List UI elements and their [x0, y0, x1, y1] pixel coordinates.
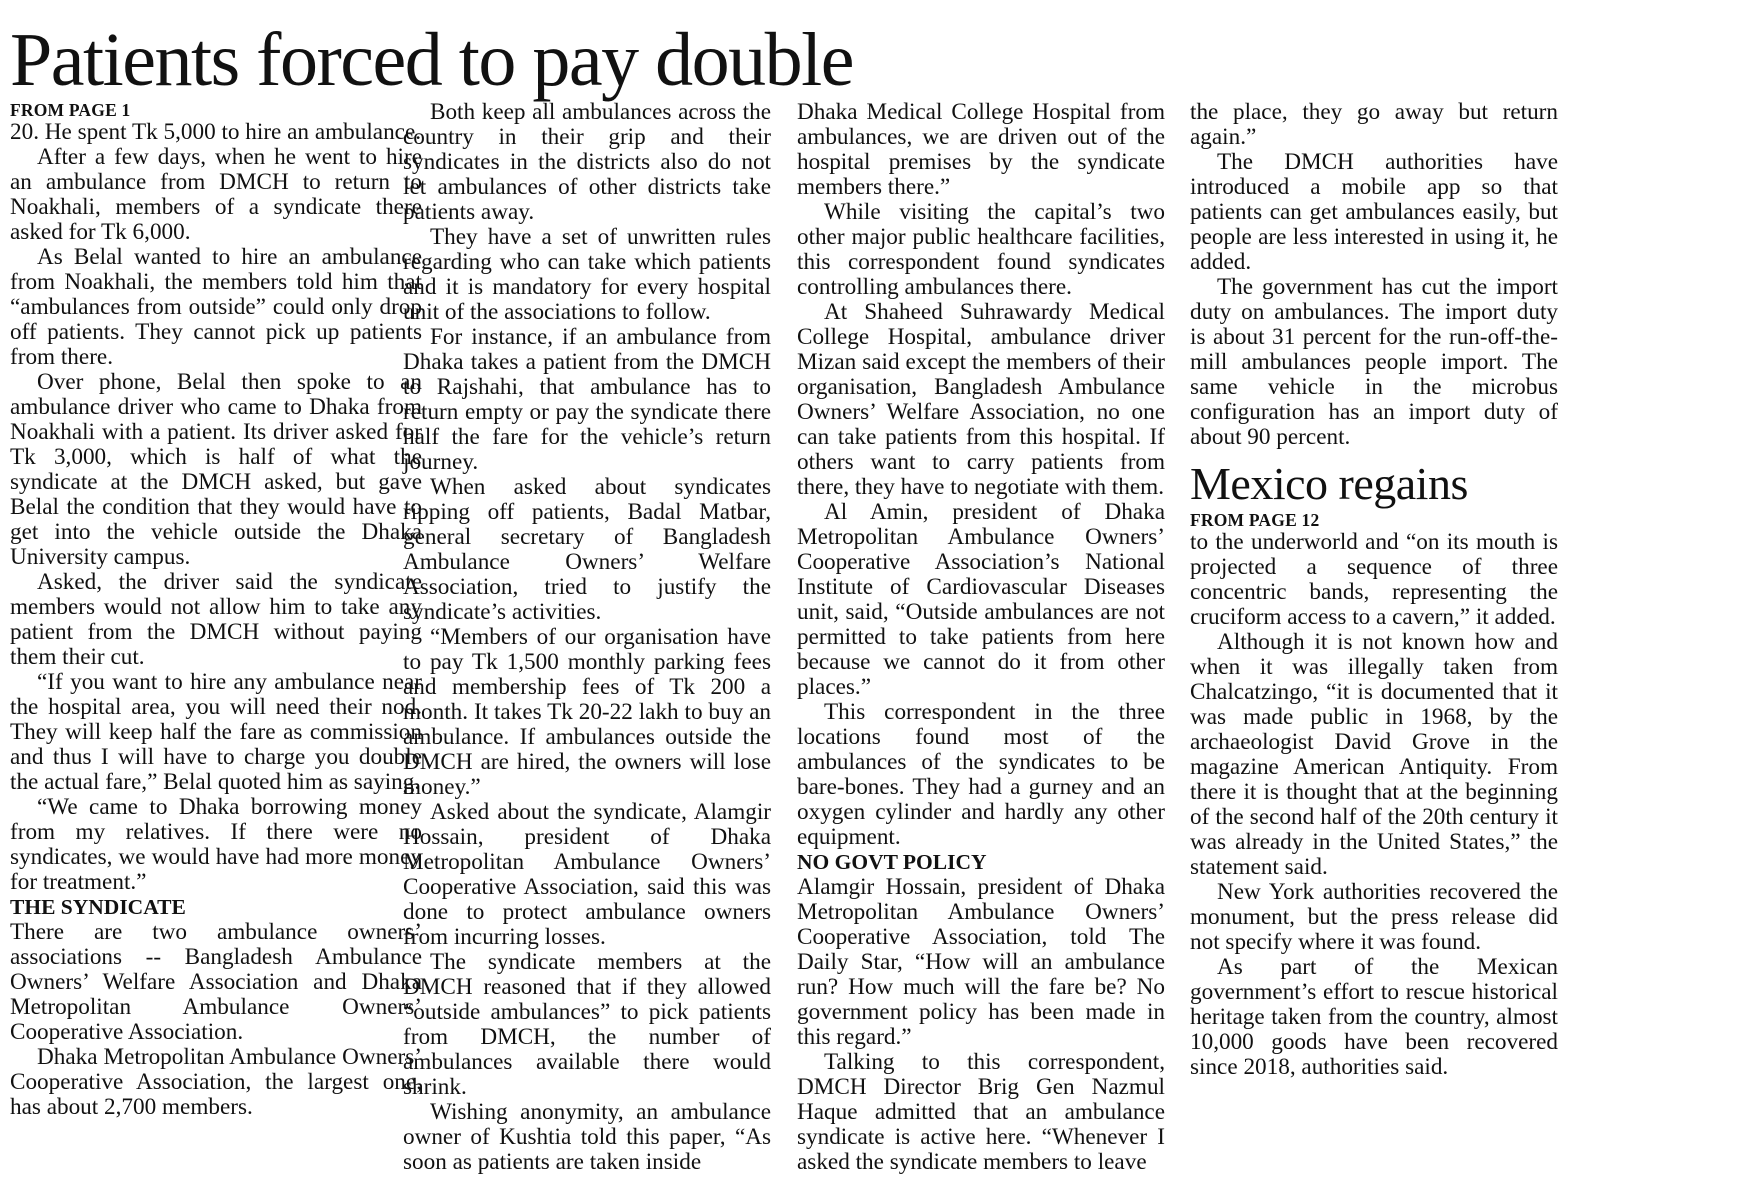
paragraph: Dhaka Medical College Hospital from ambulances, we are driven out of the hospital premises by the syndicate members there.” — [797, 99, 1165, 200]
paragraph: This correspondent in the three locations found most of the ambulances of the syndicates to be bare-bones. They had a gurney and an oxygen cylinder and hardly any other equipment. — [797, 699, 1165, 850]
paragraph: Both keep all ambulances across the country in their grip and their syndicates in the districts also do not let ambulances of other districts take patients away. — [403, 99, 771, 225]
paragraph: “Members of our organisation have to pay Tk 1,500 monthly parking fees and membership fees of Tk 200 a month. It takes Tk 20-22 lakh to buy an ambulance. If ambulances outside the DMCH are hired, the owners will lose money.” — [403, 624, 771, 800]
column-4 — [1190, 100, 1558, 1080]
paragraph: The DMCH authorities have introduced a mobile app so that patients can get ambulances easily, but people are less interested in using it, he added. — [1190, 149, 1558, 275]
paragraph: Wishing anonymity, an ambulance owner of Kushtia told this paper, “As soon as patients are taken inside — [403, 1099, 771, 1175]
paragraph: to the underworld and “on its mouth is projected a sequence of three concentric bands, representing the cruciform access to a cavern,” it added. — [1190, 529, 1558, 630]
paragraph: “If you want to hire any ambulance near the hospital area, you will need their nod. They will keep half the fare as commission and thus I will have to charge you double the actual fare,” Belal quoted him as saying. — [10, 669, 422, 795]
paragraph: There are two ambulance owners’ associations -- Bangladesh Ambulance Owners’ Welfare Association and Dhaka Metropolitan Ambulance Owners’ Cooperative Association. — [10, 919, 422, 1045]
paragraph: The syndicate members at the DMCH reasoned that if they allowed “outside ambulances” to pick patients from DMCH, the number of ambulances available there would shrink. — [403, 949, 771, 1100]
paragraph: At Shaheed Suhrawardy Medical College Hospital, ambulance driver Mizan said except the members of their organisation, Bangladesh Ambulance Owners’ Welfare Association, no one can take patients from this hospital. If others want to carry patients from there, they have to negotiate with them. — [797, 299, 1165, 500]
paragraph: For instance, if an ambulance from Dhaka takes a patient from the DMCH to Rajshahi, that ambulance has to return empty or pay the syndicate there half the fare for the vehicle’s return journey. — [403, 324, 771, 475]
subhead-policy: NO GOVT POLICY — [797, 850, 987, 874]
paragraph: Asked about the syndicate, Alamgir Hossain, president of Dhaka Metropolitan Ambulance Owners’ Cooperative Association, said this was done to protect ambulance owners from incurring losses. — [403, 799, 771, 950]
paragraph: While visiting the capital’s two other major public healthcare facilities, this correspondent found syndicates controlling ambulances there. — [797, 199, 1165, 300]
paragraph: Al Amin, president of Dhaka Metropolitan Ambulance Owners’ Cooperative Association’s National Institute of Cardiovascular Diseases unit, said, “Outside ambulances are not permitted to take patients from here because we cannot do it from other places.” — [797, 499, 1165, 700]
second-article-headline: Mexico regains — [1190, 458, 1468, 509]
column-2 — [403, 100, 771, 1175]
paragraph: Alamgir Hossain, president of Dhaka Metropolitan Ambulance Owners’ Cooperative Association, told The Daily Star, “How will an ambulance run? How much will the fare be? No government policy has been made in this regard.” — [797, 874, 1165, 1050]
paragraph: Over phone, Belal then spoke to an ambulance driver who came to Dhaka from Noakhali with a patient. Its driver asked for Tk 3,000, which is half of what the syndicate at the DMCH asked, but gave Belal the condition that they would have to get into the vehicle outside the Dhaka University campus. — [10, 369, 422, 570]
subhead-syndicate: THE SYNDICATE — [10, 895, 186, 919]
paragraph: The government has cut the import duty on ambulances. The import duty is about 31 percent for the run-off-the-mill ambulances people import. The same vehicle in the microbus configuration has an import duty of about 90 percent. — [1190, 274, 1558, 450]
from-page-kicker-2: FROM PAGE 12 — [1190, 510, 1320, 530]
paragraph: As Belal wanted to hire an ambulance from Noakhali, the members told him that “ambulances from outside” could only drop off patients. They cannot pick up patients from there. — [10, 244, 422, 370]
paragraph: After a few days, when he went to hire an ambulance from DMCH to return to Noakhali, members of a syndicate there asked for Tk 6,000. — [10, 144, 422, 245]
paragraph: Dhaka Metropolitan Ambulance Owners’ Cooperative Association, the largest one, has about 2,700 members. — [10, 1044, 422, 1120]
column-3 — [797, 100, 1165, 1175]
paragraph: They have a set of unwritten rules regarding who can take which patients and it is mandatory for every hospital unit of the associations to follow. — [403, 224, 771, 325]
paragraph: Talking to this correspondent, DMCH Director Brig Gen Nazmul Haque admitted that an ambulance syndicate is active here. “Whenever I asked the syndicate members to leave — [797, 1049, 1165, 1175]
column-1 — [10, 100, 422, 1120]
paragraph: New York authorities recovered the monument, but the press release did not specify where it was found. — [1190, 879, 1558, 955]
paragraph: Asked, the driver said the syndicate members would not allow him to take any patient from the DMCH without paying them their cut. — [10, 569, 422, 670]
article-headline: Patients forced to pay double — [10, 18, 853, 102]
paragraph: 20. He spent Tk 5,000 to hire an ambulance. — [10, 119, 422, 145]
paragraph: the place, they go away but return again.” — [1190, 99, 1558, 150]
paragraph: Although it is not known how and when it was illegally taken from Chalcatzingo, “it is documented that it was made public in 1968, by the archaeologist David Grove in the magazine American Antiquity. From there it is thought that at the beginning of the second half of the 20th century it was already in the United States,” the statement said. — [1190, 629, 1558, 880]
paragraph: When asked about syndicates ripping off patients, Badal Matbar, general secretary of Bangladesh Ambulance Owners’ Welfare Association, tried to justify the syndicate’s activities. — [403, 474, 771, 625]
from-page-kicker: FROM PAGE 1 — [10, 100, 131, 120]
paragraph: As part of the Mexican government’s effort to rescue historical heritage taken from the country, almost 10,000 goods have been recovered since 2018, authorities said. — [1190, 954, 1558, 1080]
paragraph: “We came to Dhaka borrowing money from my relatives. If there were no syndicates, we would have had more money for treatment.” — [10, 794, 422, 895]
